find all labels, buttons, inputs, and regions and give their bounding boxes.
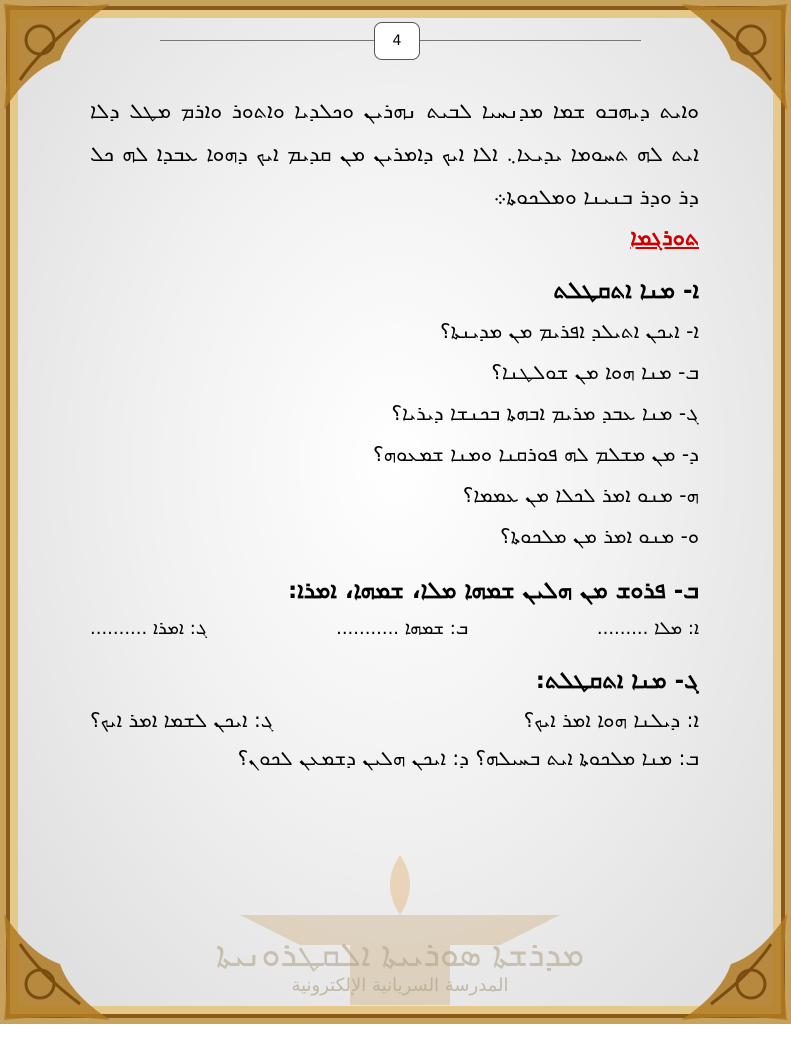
question-5: ܗ- ܡܢܘ ܐܡܪ ܠܟܠܐ ܡܢ ܥܡܡܐ؟ [462, 483, 699, 507]
question-1: ܐ- ܐܝܟܢ ܐܬܝܠܕ ܐܦܪܝܡ ܡܢ ܡܕܝܢܬܐ؟ [440, 319, 699, 343]
section-3-row-2 [90, 739, 699, 777]
lesson-content [90, 90, 699, 777]
page-number: 4 [374, 22, 420, 60]
blank-1: ܐ: ܡܠܐ ......... [596, 618, 699, 639]
section-3-question-a: ܐ: ܕܝܠܢܐ ܗܘܐ ܐܡܪ ܐܝܟ؟ [523, 708, 699, 732]
exercises-heading: ܬܘܪܓܡܐ [630, 226, 699, 251]
section-3-question-bd: ܒ: ܡܢܐ ܡܠܟܘܬܐ ܐܝܬ ܒܚܝܠܗ؟ ܕ: ܐܝܟܢ ܗܠܝܢ ܕܫܡܥܢ ܠܟܘܢ؟ [237, 746, 699, 770]
blanks-row [90, 611, 699, 647]
blank-2: ܒ: ܫܡܗܐ ........... [336, 618, 469, 639]
corner-ornament-icon [671, 904, 791, 1024]
blank-3: ܓ: ܐܡܪܐ .......... [90, 618, 208, 639]
question-3: ܓ- ܡܢܐ ܥܒܕ ܡܪܝܡ ܐܒܗܬܐ ܒܟܢܫܐ ܕܝܪܝܐ؟ [391, 401, 699, 425]
section-3-title: ܓ- ܡܢܐ ܐܬܩܛܠܬ: [535, 668, 699, 694]
watermark-syriac: ܡܕܪܫܬܐ ܣܘܪܝܝܬܐ ܐܠܩܛܪܘܢܝܬܐ [215, 935, 585, 975]
section-2-title: ܒ- ܦܪܘܫ ܡܢ ܗܠܝܢ ܫܡܗܐ ܡܠܐ، ܫܡܗܐ، ܐܡܪܐ: [288, 578, 699, 604]
question-2: ܒ- ܡܢܐ ܗܘܐ ܡܢ ܫܘܠܛܢܐ؟ [491, 360, 699, 384]
question-6: ܘ- ܡܢܘ ܐܡܪ ܡܢ ܡܠܟܘܬܐ؟ [500, 524, 699, 548]
intro-paragraph: ܘܐܝܬ ܕܝܗܒܘ ܫܡܐ ܡܕܢܚܝܐ ܠܒܝܬ ܢܗܪܝܢ ܘܟܠܕܝܐ ܘܐܬܘܪ ܘܐܪܡ ܡܛܠ ܕܠܐ ܐܝܬ ܠܗ ܬܚܘܡܐ ܝܕܝܥܐ܆ ܐܠܐ ܐܝܟ ܕܐܡܪܝܢ ܡܢ ܩܕܝܡ ܐܝܟ ܕܗܘܐ ܥܒܕܐ ܠܗ ܟܠ ܕܪ ܘܕܪ ܒܢܝܢܐ ܘܡܠܟܘܬܐ܀ [90, 99, 699, 209]
corner-ornament-icon [0, 904, 120, 1024]
section-1-title: ܐ- ܡܢܐ ܐܬܩܛܠܬ [553, 278, 699, 304]
section-3-question-c: ܓ: ܐܝܟܢ ܠܫܡܐ ܐܡܪ ܐܝܟ؟ [90, 708, 274, 732]
question-4: ܕ- ܡܢ ܡܫܠܡ ܠܗ ܦܘܪܩܢܐ ܘܡܢܐ ܫܡܥܘܗ؟ [373, 442, 699, 466]
section-3-row-1 [90, 701, 699, 739]
watermark-arabic: المدرسة السريانية الإلكترونية [291, 975, 509, 996]
